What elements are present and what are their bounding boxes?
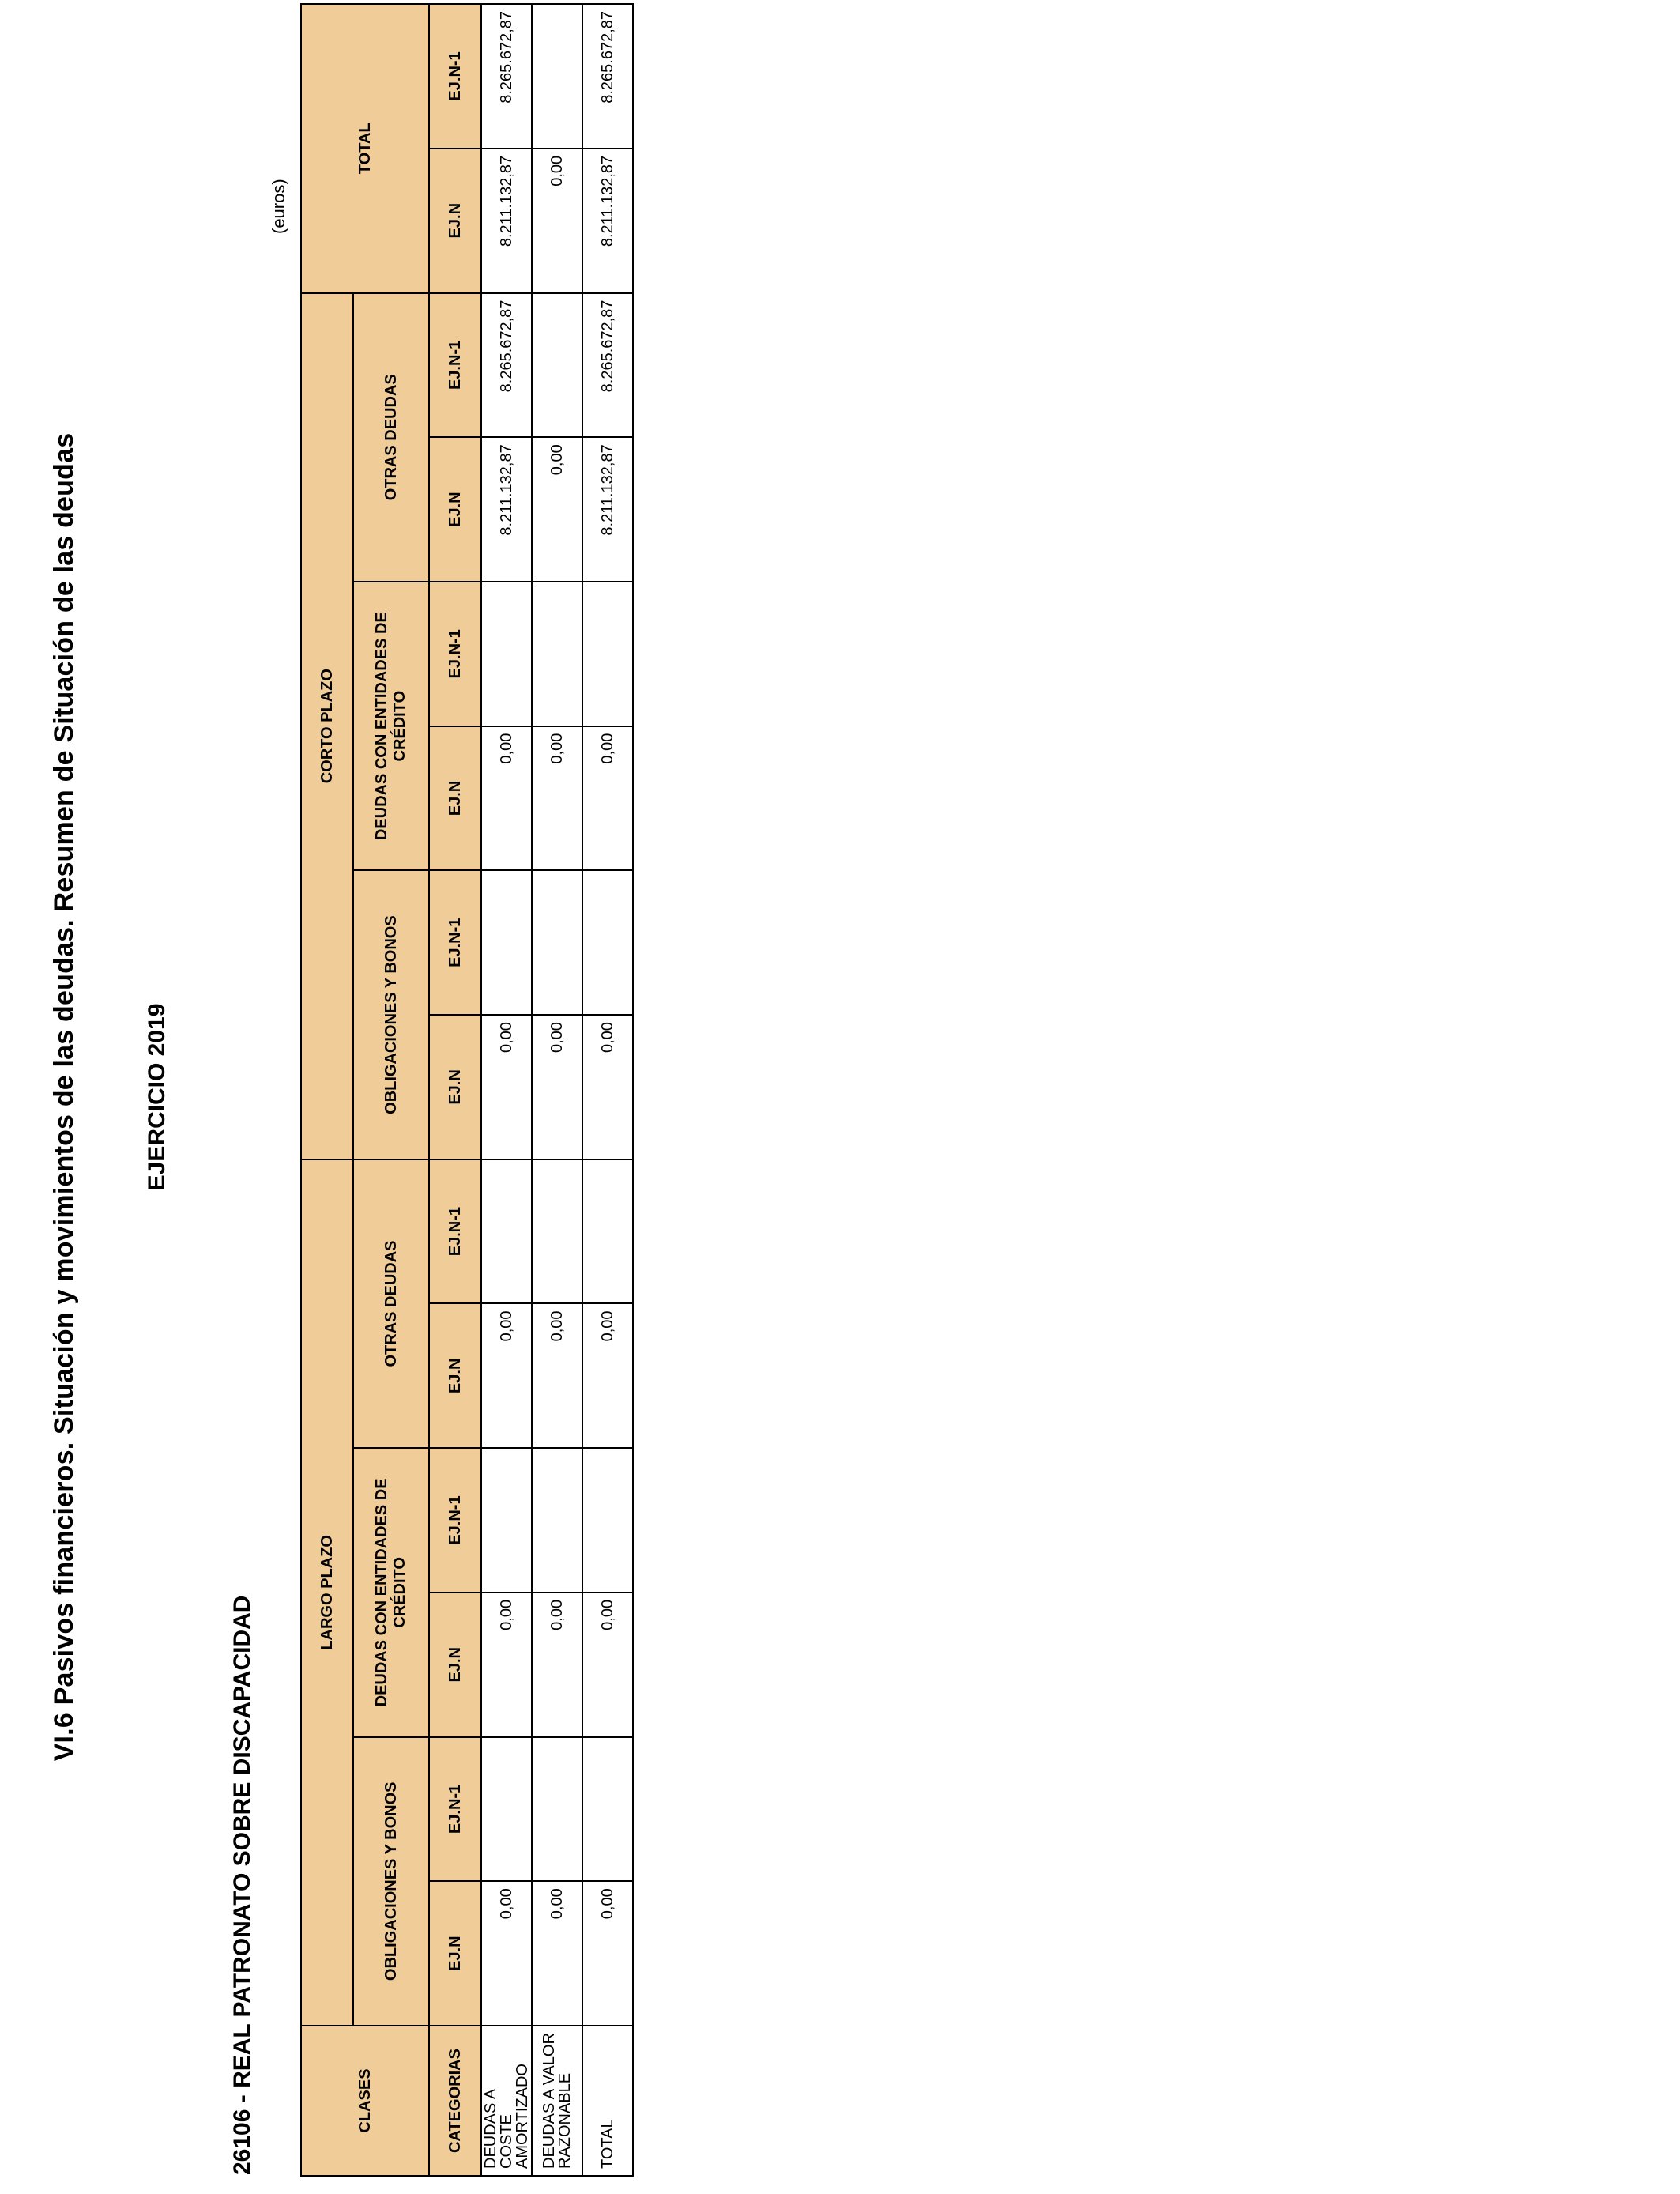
cell <box>481 582 532 726</box>
debt-summary-table <box>300 3 634 2177</box>
cell: 8.265.672,87 <box>582 4 633 149</box>
col-ejn1: EJ.N-1 <box>429 293 481 438</box>
largo-plazo-header: LARGO PLAZO <box>301 1159 353 2026</box>
cell <box>481 1448 532 1593</box>
row-label: DEUDAS A COSTE AMORTIZADO <box>481 2026 532 2176</box>
cell <box>532 1448 582 1593</box>
cell <box>481 1159 532 1304</box>
cell: 8.211.132,87 <box>481 437 532 582</box>
table-row <box>481 4 532 2176</box>
cell: 0,00 <box>532 726 582 871</box>
cell: 0,00 <box>481 1303 532 1448</box>
cell: 0,00 <box>532 1881 582 2026</box>
col-ejn: EJ.N <box>429 726 481 871</box>
cp-otras-deudas-header: OTRAS DEUDAS <box>353 293 429 582</box>
report-year: EJERCICIO 2019 <box>144 1003 170 1191</box>
total-header: TOTAL <box>301 4 429 293</box>
cell <box>532 1737 582 1882</box>
cell: 0,00 <box>481 726 532 871</box>
cell: 0,00 <box>532 437 582 582</box>
cell: 8.211.132,87 <box>481 149 532 293</box>
cell <box>582 1737 633 1882</box>
col-ejn1: EJ.N-1 <box>429 582 481 726</box>
categorias-header: CATEGORIAS <box>429 2026 481 2176</box>
cell: 0,00 <box>481 1881 532 2026</box>
cp-deudas-entidades-header: DEUDAS CON ENTIDADES DE CRÉDITO <box>353 582 429 870</box>
col-ejn: EJ.N <box>429 149 481 293</box>
col-ejn: EJ.N <box>429 1881 481 2026</box>
col-ejn1: EJ.N-1 <box>429 870 481 1015</box>
col-ejn: EJ.N <box>429 1593 481 1737</box>
cell <box>532 293 582 438</box>
cell: 8.211.132,87 <box>582 149 633 293</box>
cell: 0,00 <box>532 1015 582 1159</box>
cell <box>582 1159 633 1304</box>
col-ejn1: EJ.N-1 <box>429 1737 481 1882</box>
units-label: (euros) <box>269 179 288 234</box>
clases-header: CLASES <box>301 2026 429 2176</box>
cell: 8.265.672,87 <box>481 4 532 149</box>
cell: 0,00 <box>532 149 582 293</box>
lp-otras-deudas-header: OTRAS DEUDAS <box>353 1159 429 1448</box>
corto-plazo-header: CORTO PLAZO <box>301 293 353 1159</box>
cell: 8.265.672,87 <box>481 293 532 438</box>
cell <box>582 1448 633 1593</box>
cp-obligaciones-header: OBLIGACIONES Y BONOS <box>353 870 429 1159</box>
col-ejn1: EJ.N-1 <box>429 1159 481 1304</box>
cell: 0,00 <box>532 1593 582 1737</box>
col-ejn1: EJ.N-1 <box>429 4 481 149</box>
row-label: TOTAL <box>582 2026 633 2176</box>
cell: 8.265.672,87 <box>582 293 633 438</box>
entity-name: 26106 - REAL PATRONATO SOBRE DISCAPACIDAD <box>229 1595 255 2175</box>
cell <box>481 1737 532 1882</box>
lp-deudas-entidades-header: DEUDAS CON ENTIDADES DE CRÉDITO <box>353 1448 429 1736</box>
cell: 0,00 <box>582 1593 633 1737</box>
cell: 0,00 <box>481 1593 532 1737</box>
table-row <box>582 4 633 2176</box>
col-ejn: EJ.N <box>429 437 481 582</box>
cell: 0,00 <box>582 1881 633 2026</box>
col-ejn: EJ.N <box>429 1015 481 1159</box>
cell <box>532 4 582 149</box>
cell <box>532 870 582 1015</box>
lp-obligaciones-header: OBLIGACIONES Y BONOS <box>353 1737 429 2026</box>
cell <box>481 870 532 1015</box>
cell: 0,00 <box>481 1015 532 1159</box>
cell <box>532 1159 582 1304</box>
row-label: DEUDAS A VALOR RAZONABLE <box>532 2026 582 2176</box>
cell: 0,00 <box>582 1015 633 1159</box>
col-ejn: EJ.N <box>429 1303 481 1448</box>
cell <box>582 582 633 726</box>
cell: 0,00 <box>582 726 633 871</box>
cell: 0,00 <box>532 1303 582 1448</box>
report-title: VI.6 Pasivos financieros. Situación y movimientos de las deudas. Resumen de Situación de las deudas <box>49 432 79 1762</box>
cell: 8.211.132,87 <box>582 437 633 582</box>
cell <box>582 870 633 1015</box>
cell: 0,00 <box>582 1303 633 1448</box>
table-row <box>532 4 582 2176</box>
col-ejn1: EJ.N-1 <box>429 1448 481 1593</box>
cell <box>532 582 582 726</box>
